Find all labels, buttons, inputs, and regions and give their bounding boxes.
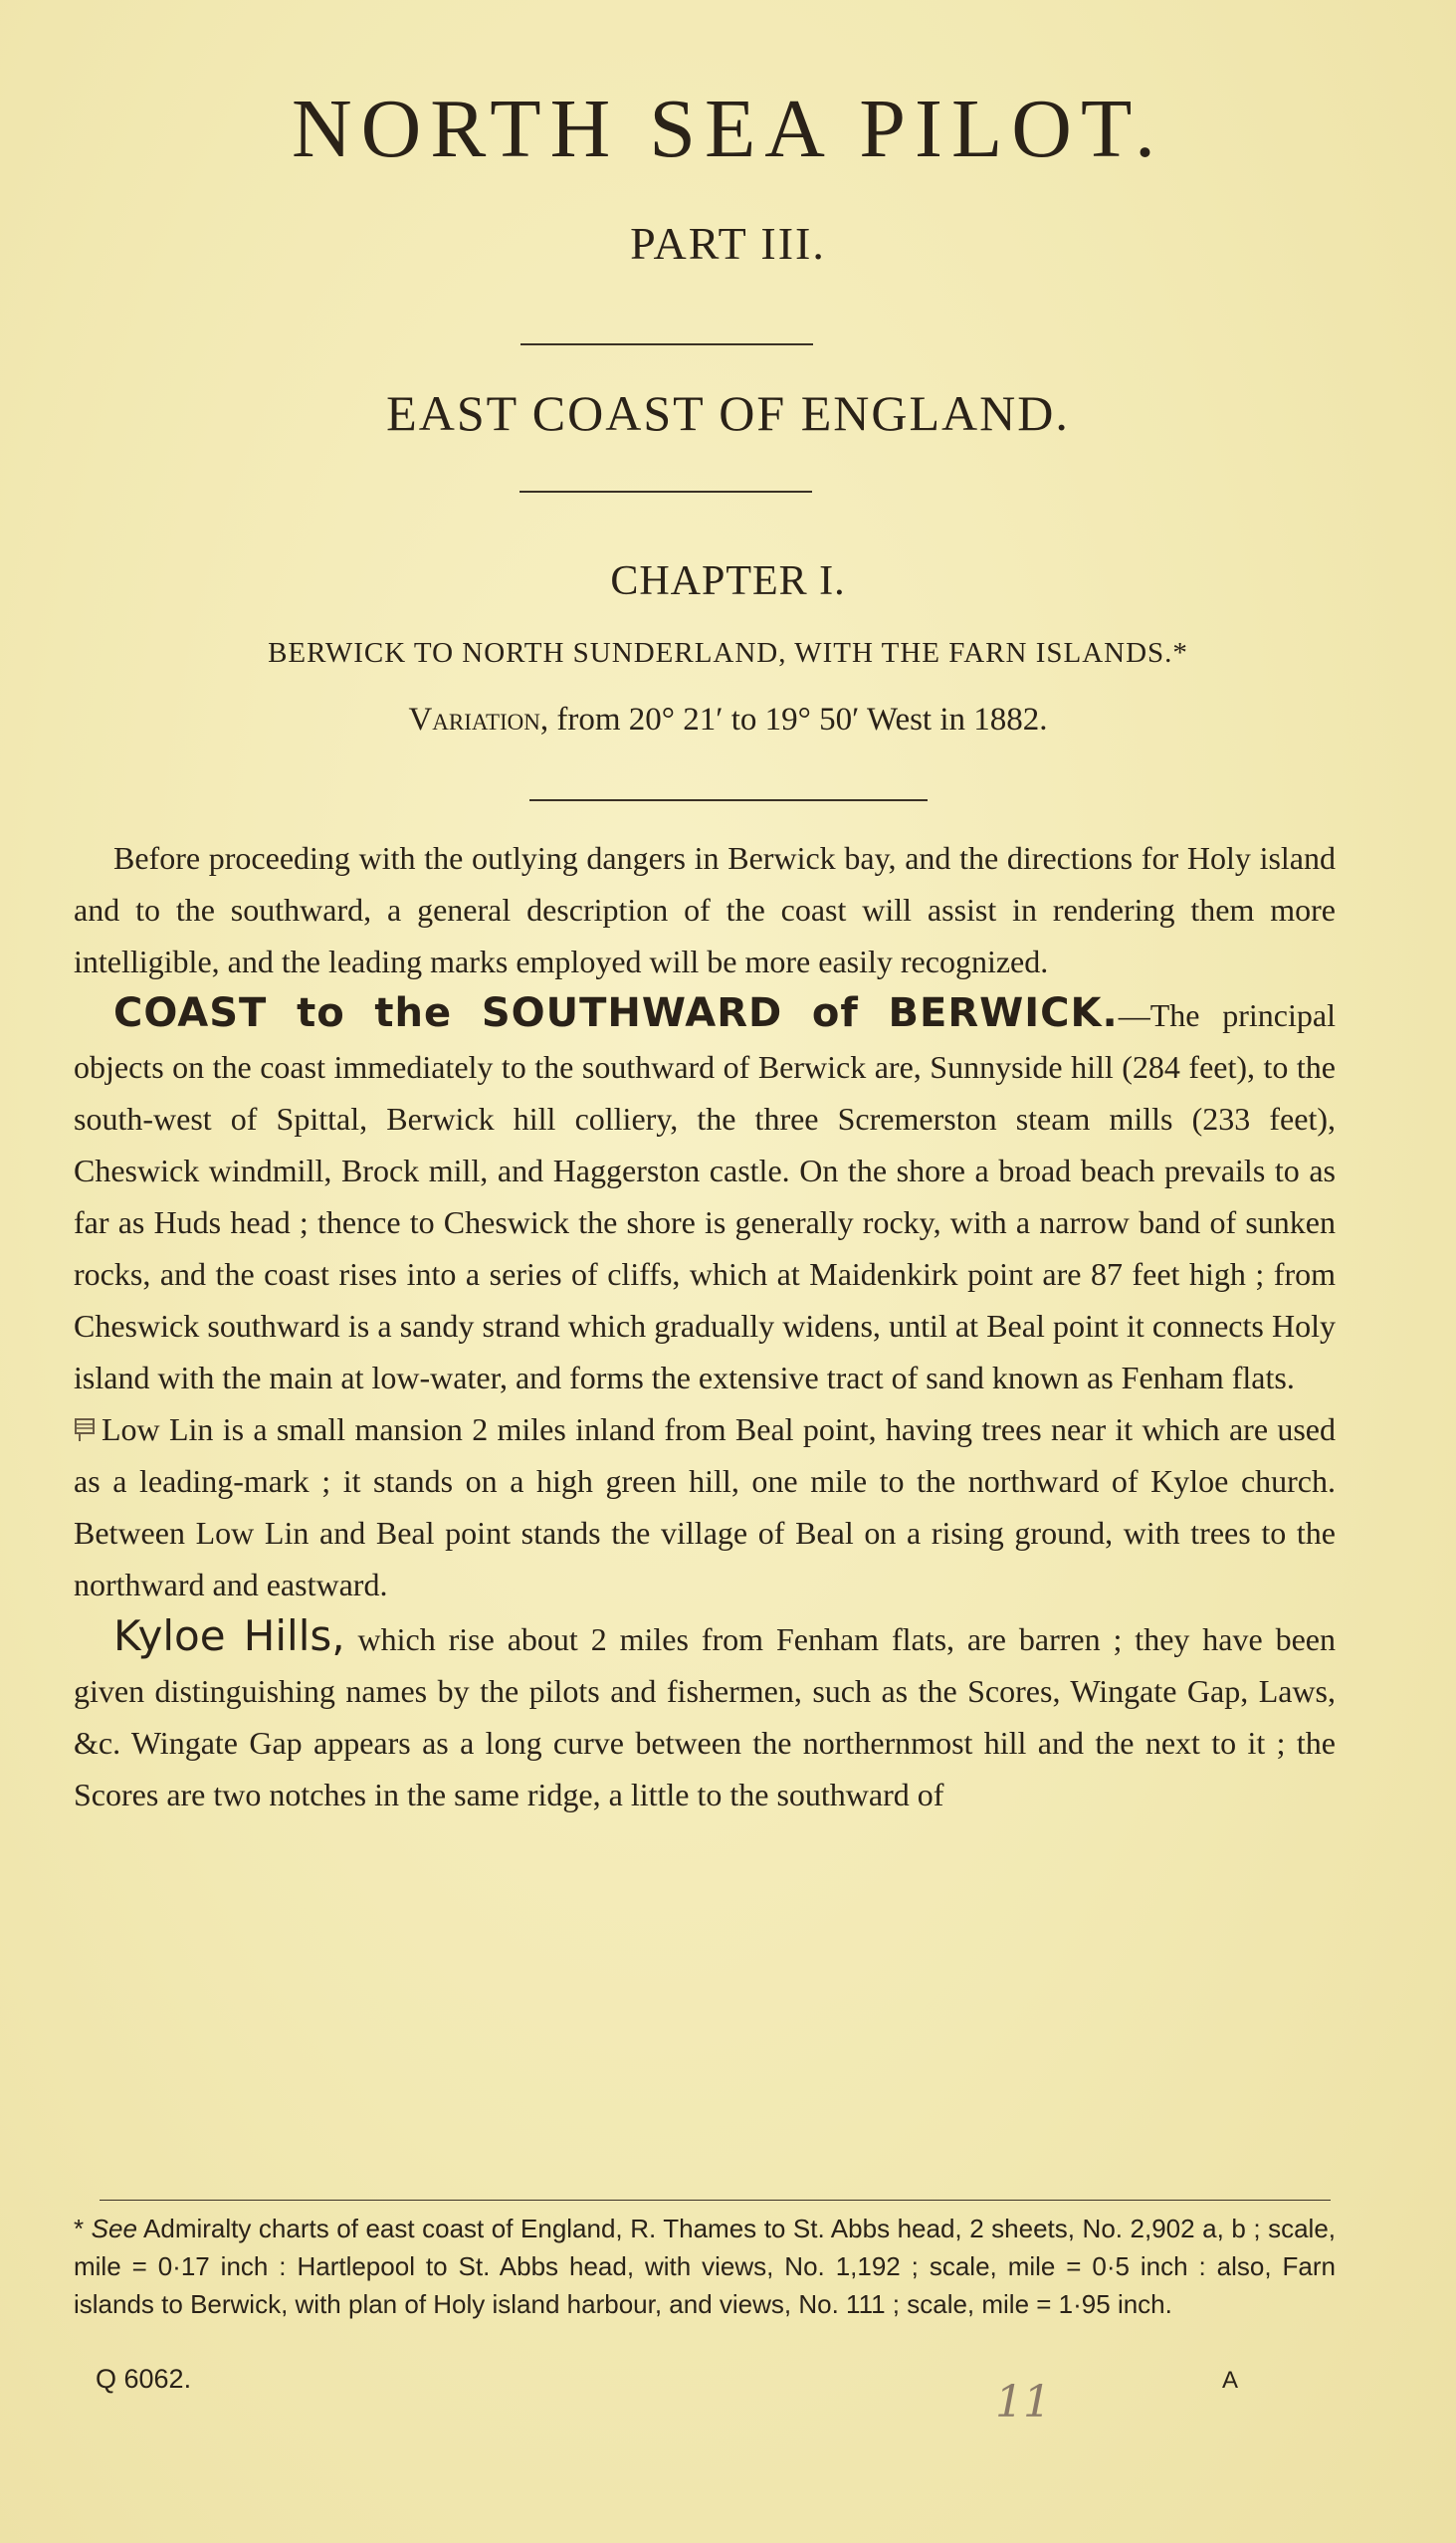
- rule-2: [520, 491, 812, 493]
- coast-text: —The principal objects on the coast immediately to the southward of Berwick are, Sunnyside hill (284 feet), to the south-west of Spittal, Berwick hill colliery, the three Scremerston steam mills (233 feet), Cheswick windmill, Brock mill, and Haggerston castle. On the shore a broad beach prevails to as far as Huds head ; thence to Cheswick the shore is generally rocky, with a narrow band of sunken rocks, and the coast rises into a series of cliffs, which at Maidenkirk point are 87 feet high ; from Cheswick southward is a sandy strand which gradually widens, until at Beal point it connects Holy island with the main at low-water, and forms the extensive tract of sand known as Fenham flats.: [74, 997, 1336, 1395]
- variation-text: from 20° 21′ to 19° 50′ West in 1882.: [548, 702, 1048, 738]
- rule-1: [520, 343, 813, 345]
- kyloe-text: which rise about 2 miles from Fenham flats, are barren ; they have been given distinguishing names by the pilots and fishermen, such as the Scores, Wingate Gap, Laws, &c. Wingate Gap appears as a long curve between the northernmost hill and the next to it ; the Scores are two notches in the same ridge, a little to the southward of: [74, 1621, 1337, 1812]
- sheet-signature: A: [1222, 2367, 1239, 2394]
- intro-paragraph: Before proceeding with the outlying dangers in Berwick bay, and the directions for Holy island and to the southward, a general description of the coast will assist in rendering them more intelligible, and the leading marks employed will be more easily recognized.: [74, 840, 1336, 979]
- kyloe-paragraph: [74, 1610, 1336, 1820]
- variation-label: Variation,: [408, 702, 549, 738]
- footnote: [74, 2210, 1336, 2323]
- part-number: PART III.: [630, 218, 826, 269]
- printer-signature: Q 6062.: [96, 2364, 192, 2394]
- lowlin-text: Low Lin is a small mansion 2 miles inland from Beal point, having trees near it which are used as a leading-mark ; it stands on a high green hill, one mile to the northward of Kyloe church. Between Low Lin and Beal point stands the village of Beal on a rising ground, with trees to the northward and eastward.: [74, 1411, 1336, 1602]
- footnote-text: Admiralty charts of east coast of England, R. Thames to St. Abbs head, 2 sheets, No. 2,902 a, b ; scale, mile = 0·17 inch : Hartlepool to St. Abbs head, with views, No. 1,192 ; scale, mile = 0·5 inch : also, Farn islands to Berwick, with plan of Holy island harbour, and views, No. 111 ; scale, mile = 1·95 inch.: [74, 2214, 1337, 2319]
- footnote-marker: *: [74, 2214, 92, 2243]
- coast-heading: COAST to the SOUTHWARD of BERWICK.: [113, 990, 1119, 1036]
- pencil-annotation: 11: [995, 2377, 1051, 2428]
- body-text: [74, 832, 1336, 1820]
- chapter-heading: CHAPTER I.: [610, 558, 846, 604]
- region-heading: EAST COAST OF ENGLAND.: [386, 385, 1070, 441]
- footnote-see: See: [91, 2214, 137, 2243]
- lowlin-paragraph: [74, 1403, 1336, 1610]
- coast-paragraph: [74, 987, 1336, 1403]
- chapter-subtitle: BERWICK TO NORTH SUNDERLAND, WITH THE FARN ISLANDS.*: [268, 637, 1188, 669]
- kyloe-heading: Kyloe Hills,: [113, 1611, 345, 1660]
- book-title: NORTH SEA PILOT.: [291, 83, 1165, 175]
- variation-line: [0, 702, 1456, 739]
- footnote-rule: [100, 2200, 1331, 2201]
- rule-3: [529, 799, 928, 801]
- pointing-hand-icon: [74, 1406, 96, 1432]
